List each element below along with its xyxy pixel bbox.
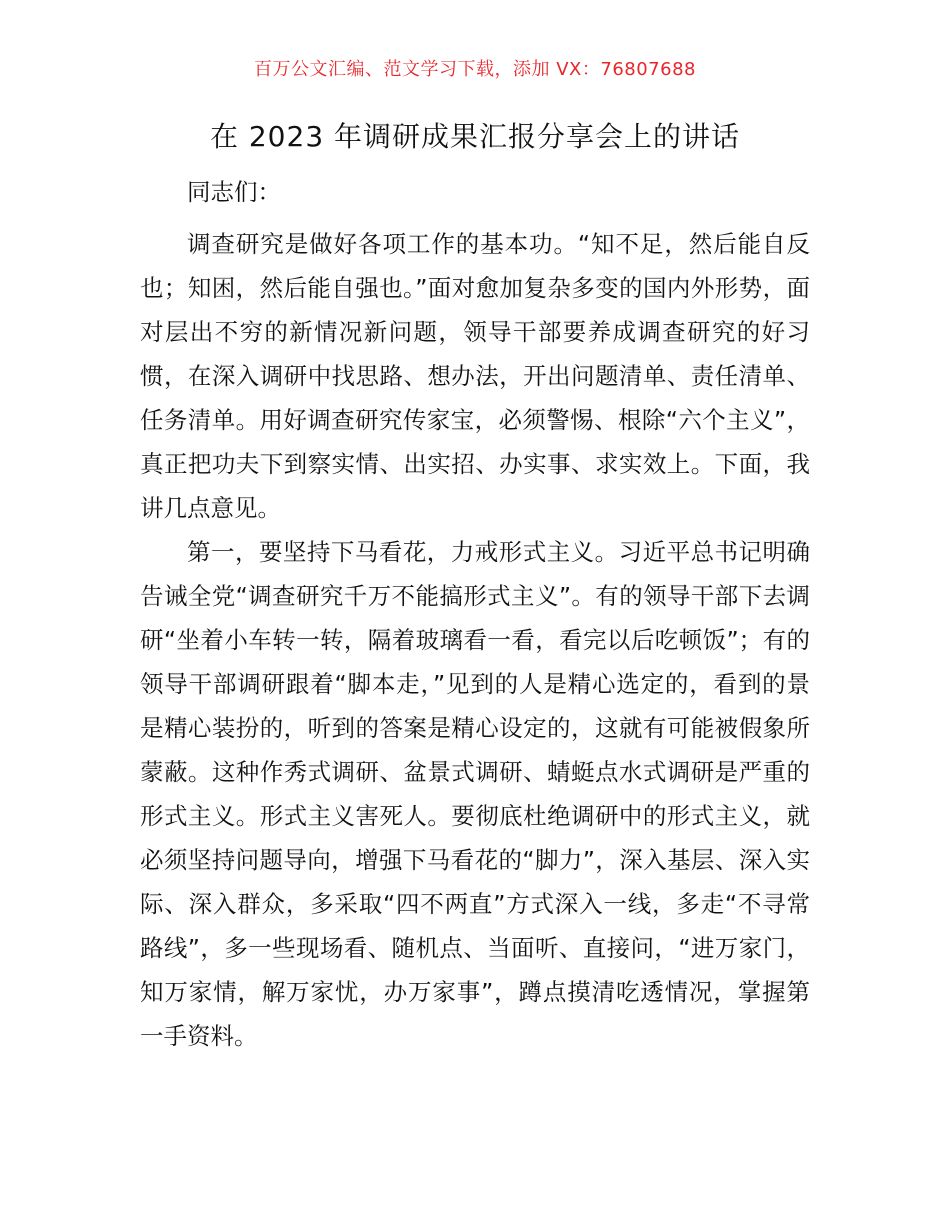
header-watermark: 百万公文汇编、范文学习下载，添加 VX：76807688	[254, 59, 696, 80]
paragraph-2: 第一，要坚持下马看花，力戒形式主义。习近平总书记明确告诫全党“调查研究千万不能搞形式主义”。有的领导干部下去调研“坐着小车转一转，隔着玻璃看一看，看完以后吃顿饭”；有的领导干部调研跟着“脚本走，”见到的人是精心选定的，看到的景是精心装扮的，听到的答案是精心设定的，这就有可能被假象所蒙蔽。这种作秀式调研、盆景式调研、蜻蜓点水式调研是严重的形式主义。形式主义害死人。要彻底杜绝调研中的形式主义，就必须坚持问题导向，增强下马看花的“脚力”，深入基层、深入实际、深入群众，多采取“四不两直”方式深入一线，多走“不寻常路线”，多一些现场看、随机点、当面听、直接问，“进万家门，知万家情，解万家忧，办万家事”，蹲点摸清吃透情况，掌握第一手资料。	[140, 538, 810, 1050]
document-title: 在 2023 年调研成果汇报分享会上的讲话	[209, 120, 741, 153]
paragraph-1: 调查研究是做好各项工作的基本功。“知不足，然后能自反也；知困，然后能自强也。”面对愈加复杂多变的国内外形势，面对层出不穷的新情况新问题，领导干部要养成调查研究的好习惯，在深入调研中找思路、想办法，开出问题清单、责任清单、任务清单。用好调查研究传家宝，必须警惕、根除“六个主义”，真正把功夫下到察实情、出实招、办实事、求实效上。下面，我讲几点意见。	[140, 230, 810, 522]
salutation: 同志们：	[187, 178, 281, 206]
